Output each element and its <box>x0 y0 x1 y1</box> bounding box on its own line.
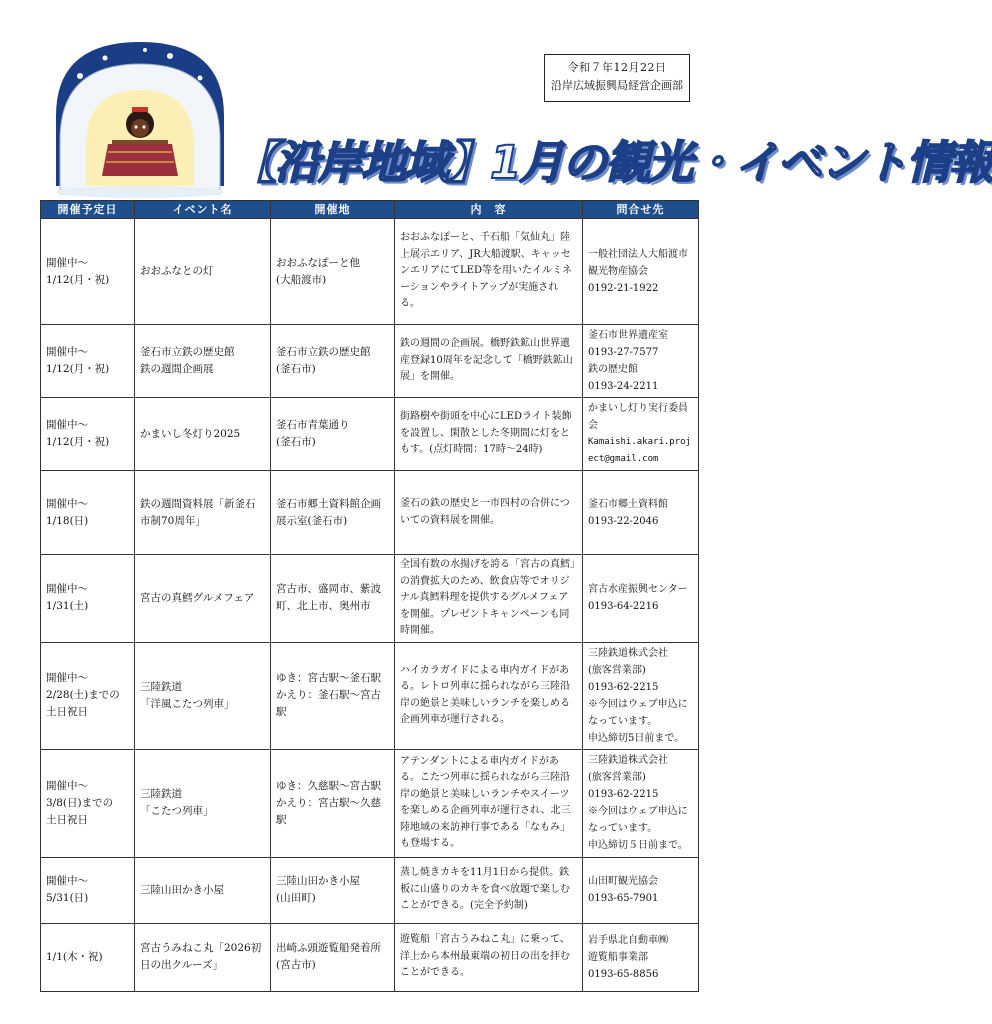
cell-date: 開催中～ 1/18(日) <box>41 471 135 555</box>
header-contact: 問合せ先 <box>583 201 699 219</box>
cell-date: 開催中～ 5/31(日) <box>41 857 135 923</box>
table-header-row <box>41 201 699 219</box>
cell-contact: 山田町観光協会 0193-65-7901 <box>583 857 699 923</box>
cell-venue: 三陸山田かき小屋 (山田町) <box>271 857 395 923</box>
cell-contact: 一般社団法人大船渡市観光物産協会 0192-21-1922 <box>583 219 699 325</box>
cell-event: 宮古うみねこ丸「2026初日の出クルーズ」 <box>135 923 271 991</box>
cell-contact: 岩手県北自動車㈱ 遊覧船事業部 0193-65-8856 <box>583 923 699 991</box>
contact-email: Kamaishi.akari.project@gmail.com <box>588 437 691 464</box>
cell-event: 三陸鉄道 「洋風こたつ列車」 <box>135 642 271 749</box>
table-row <box>41 398 699 471</box>
cell-date: 開催中～ 3/8(日)までの 土日祝日 <box>41 749 135 857</box>
header-content: 内 容 <box>395 201 583 219</box>
cell-contact: 釜石市郷土資料館 0193-22-2046 <box>583 471 699 555</box>
cell-date: 1/1(木・祝) <box>41 923 135 991</box>
table-row <box>41 642 699 749</box>
cell-content: 街路樹や街頭を中心にLEDライト装飾を設置し、閑散とした冬期間に灯をともす。(点灯時間：17時～24時) <box>395 398 583 471</box>
cell-event: 三陸鉄道 「こたつ列車」 <box>135 749 271 857</box>
table-row <box>41 555 699 643</box>
cell-content: 蒸し焼きカキを11月1日から提供。鉄板に山盛りのカキを食べ放題で楽しむことができる。(完全予約制) <box>395 857 583 923</box>
cell-venue: おおふなぽーと他 (大船渡市) <box>271 219 395 325</box>
cell-venue: 釜石市郷土資料館企画展示室(釜石市) <box>271 471 395 555</box>
cell-venue: 宮古市、盛岡市、紫波町、北上市、奥州市 <box>271 555 395 643</box>
cell-venue: 出崎ふ頭遊覧船発着所 (宮古市) <box>271 923 395 991</box>
cell-date: 開催中～ 1/12(月・祝) <box>41 398 135 471</box>
cell-venue: 釜石市立鉄の歴史館 (釜石市) <box>271 325 395 398</box>
table-row <box>41 923 699 991</box>
header-date: 開催予定日 <box>41 201 135 219</box>
cell-venue: ゆき：宮古駅～釜石駅 かえり：釜石駅～宮古駅 <box>271 642 395 749</box>
header-venue: 開催地 <box>271 201 395 219</box>
cell-content: ハイカラガイドによる車内ガイドがある。レトロ列車に揺られながら三陸沿岸の絶景と美味しいランチを楽しめる企画列車が運行される。 <box>395 642 583 749</box>
cell-event: 三陸山田かき小屋 <box>135 857 271 923</box>
table-row <box>41 219 699 325</box>
issue-date: 令和７年12月22日 <box>567 61 667 74</box>
cell-venue: ゆき：久慈駅～宮古駅 かえり：宮古駅～久慈駅 <box>271 749 395 857</box>
cell-event: おおふなとの灯 <box>135 219 271 325</box>
cell-content: 遊覧船「宮古うみねこ丸」に乗って、洋上から本州最東端の初日の出を拝むことができる。 <box>395 923 583 991</box>
cell-contact: 宮古水産振興センター 0193-64-2216 <box>583 555 699 643</box>
cell-event: 宮古の真鱈グルメフェア <box>135 555 271 643</box>
cell-contact: 三陸鉄道株式会社 (旅客営業部) 0193-62-2215 ※今回はウェブ申込になっています。 申込締切5日前まで。 <box>583 642 699 749</box>
header-event: イベント名 <box>135 201 271 219</box>
cell-date: 開催中～ 1/12(月・祝) <box>41 325 135 398</box>
cell-date: 開催中～ 2/28(土)までの 土日祝日 <box>41 642 135 749</box>
cell-content: アテンダントによる車内ガイドがある。こたつ列車に揺られながら三陸沿岸の絶景と美味しいランチやスイーツを楽しめる企画列車が運行され、北三陸地域の来訪神行事である「なもみ」も登場する。 <box>395 749 583 857</box>
table-row <box>41 857 699 923</box>
cell-event: 釜石市立鉄の歴史館 鉄の週間企画展 <box>135 325 271 398</box>
page-title: 【沿岸地域】1月の観光・イベント情報 <box>232 136 992 189</box>
table-row <box>41 471 699 555</box>
table-row <box>41 749 699 857</box>
table-row <box>41 325 699 398</box>
cell-event: かまいし冬灯り2025 <box>135 398 271 471</box>
cell-contact: 三陸鉄道株式会社 (旅客営業部) 0193-62-2215 ※今回はウェブ申込になっています。 申込締切５日前まで。 <box>583 749 699 857</box>
issuing-department: 沿岸広域振興局経営企画部 <box>551 79 683 92</box>
cell-venue: 釜石市青葉通り (釜石市) <box>271 398 395 471</box>
cell-date: 開催中～ 1/31(土) <box>41 555 135 643</box>
cell-date: 開催中～ 1/12(月・祝) <box>41 219 135 325</box>
issue-info-box <box>544 54 690 102</box>
cell-event: 鉄の週間資料展「新釜石市制70周年」 <box>135 471 271 555</box>
cell-content: 鉄の週間の企画展。橋野鉄鉱山世界遺産登録10周年を記念して「橋野鉄鉱山展」を開催。 <box>395 325 583 398</box>
event-table <box>40 200 699 992</box>
cell-content: 釜石の鉄の歴史と一市四村の合併についての資料展を開催。 <box>395 471 583 555</box>
kamakura-illustration <box>50 36 230 198</box>
cell-content: 全国有数の水揚げを誇る「宮古の真鱈」の消費拡大のため、飲食店等でオリジナル真鱈料理を提供するグルメフェアを開催。プレゼントキャンペーンも同時開催。 <box>395 555 583 643</box>
cell-content: おおふなぽーと、千石船「気仙丸」陸上展示エリア、JR大船渡駅、キャッセンエリアにてLED等を用いたイルミネーションやライトアップが実施される。 <box>395 219 583 325</box>
cell-contact: かまいし灯り実行委員会 Kamaishi.akari.project@gmail.com <box>583 398 699 471</box>
cell-contact: 釜石市世界遺産室 0193-27-7577 鉄の歴史館 0193-24-2211 <box>583 325 699 398</box>
